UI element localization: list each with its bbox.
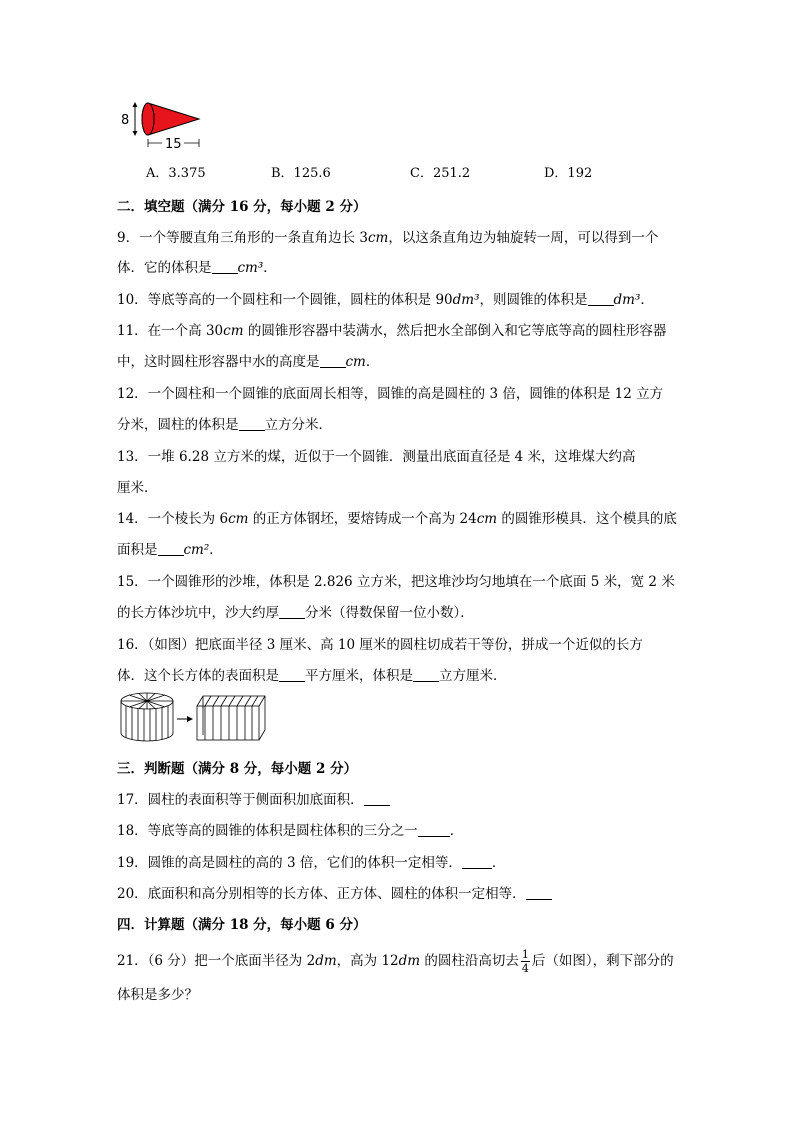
q11-unit-2: cm bbox=[345, 354, 366, 370]
q9-text-d: ． bbox=[263, 260, 277, 276]
q9-text-c: 体．它的体积是 bbox=[117, 260, 212, 276]
question-18 bbox=[117, 821, 463, 841]
q14-text-d: 面积是 bbox=[117, 542, 158, 558]
cone-base bbox=[142, 103, 154, 135]
q16-answer-blank-1[interactable] bbox=[279, 667, 305, 682]
question-21-line-2: 体积是多少？ bbox=[117, 987, 198, 1003]
q14-answer-blank[interactable] bbox=[158, 541, 184, 556]
q14-unit-1: cm bbox=[228, 511, 249, 527]
question-14-line-2 bbox=[117, 540, 223, 560]
option-c: C．251.2 bbox=[410, 166, 471, 181]
question-10 bbox=[117, 290, 654, 310]
question-16-line-1: 16．（如图）把底面半径 3 厘米、高 10 厘米的圆柱切成若干等份，拼成一个近似的长方 bbox=[117, 637, 643, 653]
q11-answer-blank[interactable] bbox=[320, 353, 346, 368]
q9-text-a: 9．一个等腰直角三角形的一条直角边长 3 bbox=[117, 230, 368, 246]
q14-text-b: 的正方体钢坯，要熔铸成一个高为 24 bbox=[248, 511, 477, 527]
question-12-line-2 bbox=[117, 415, 332, 435]
question-21-line-1 bbox=[117, 948, 674, 975]
q18-end: ． bbox=[449, 823, 464, 839]
question-17 bbox=[117, 790, 390, 810]
q10-text-b: ，则圆锥的体积是 bbox=[479, 292, 588, 308]
q14-unit-3: cm² bbox=[183, 542, 210, 558]
height-arrow-top bbox=[133, 102, 138, 107]
q20-answer-blank[interactable] bbox=[526, 885, 552, 900]
cylinder-cuboid-figure bbox=[117, 690, 277, 746]
q12-answer-blank[interactable] bbox=[239, 416, 265, 431]
question-20 bbox=[117, 884, 552, 904]
q21-text-b: ，高为 12 bbox=[336, 953, 399, 969]
q11-text-a: 11．在一个高 30 bbox=[117, 323, 224, 339]
question-15-line-1: 15．一个圆锥形的沙堆，体积是 2.826 立方米，把这堆沙均匀地填在一个底面 5 米，宽 2 米 bbox=[117, 574, 675, 590]
q9-unit-1: cm bbox=[367, 230, 389, 246]
question-13-line-1: 13．一堆 6.28 立方米的煤，近似于一个圆锥．测量出底面直径是 4 米，这堆煤大约高 bbox=[117, 449, 636, 465]
question-11-line-1 bbox=[117, 321, 666, 341]
q21-fraction-numerator: 1 bbox=[521, 948, 529, 961]
q21-text-c: 的圆柱沿高切去 bbox=[420, 953, 519, 969]
q21-fraction bbox=[521, 948, 530, 975]
question-16-line-2 bbox=[117, 666, 507, 686]
q10-unit-2: dm³ bbox=[613, 292, 641, 308]
q18-answer-blank[interactable] bbox=[418, 822, 450, 837]
cone-figure bbox=[115, 97, 215, 153]
q10-text-a: 10．等底等高的一个圆柱和一个圆锥，圆柱的体积是 90 bbox=[117, 292, 453, 308]
cone-length-label: 15 bbox=[165, 137, 182, 152]
q10-text-c: ． bbox=[640, 292, 654, 308]
q12-text-a: 分米，圆柱的体积是 bbox=[117, 417, 239, 433]
q14-text-e: ． bbox=[209, 542, 223, 558]
q9-unit-2: cm³ bbox=[237, 260, 264, 276]
q11-text-c: 中，这时圆柱形容器中水的高度是 bbox=[117, 354, 320, 370]
q17-text: 17．圆柱的表面积等于侧面积加底面积． bbox=[117, 792, 364, 808]
transform-arrow-head bbox=[187, 716, 193, 722]
question-9-line-1 bbox=[117, 228, 658, 248]
q21-fraction-denominator: 4 bbox=[521, 962, 529, 975]
height-arrow-bottom bbox=[133, 131, 138, 136]
cylinder-drawing bbox=[121, 693, 173, 741]
question-9-line-2 bbox=[117, 258, 277, 278]
q15-text-a: 的长方体沙坑中，沙大约厚 bbox=[117, 605, 279, 621]
option-a: A．3.375 bbox=[146, 166, 206, 181]
question-11-line-2 bbox=[117, 352, 379, 372]
q21-text-d: 后（如图），剩下部分的 bbox=[531, 953, 674, 969]
q15-text-b: 分米（得数保留一位小数）． bbox=[305, 605, 474, 621]
q16-text-b: 平方厘米，体积是 bbox=[305, 668, 413, 684]
question-19 bbox=[117, 853, 505, 873]
q14-unit-2: cm bbox=[476, 511, 498, 527]
q11-text-d: ． bbox=[365, 354, 380, 370]
q10-unit-1: dm³ bbox=[452, 292, 480, 308]
q9-text-b: ，以这条直角边为轴旋转一周，可以得到一个 bbox=[388, 230, 659, 246]
q21-text-a: 21．（6 分）把一个底面半径为 2 bbox=[117, 953, 316, 969]
q16-text-a: 体．这个长方体的表面积是 bbox=[117, 668, 279, 684]
q19-answer-blank[interactable] bbox=[462, 854, 492, 869]
option-d: D．192 bbox=[544, 166, 593, 181]
q19-text: 19．圆锥的高是圆柱的高的 3 倍，它们的体积一定相等． bbox=[117, 855, 462, 871]
option-b: B．125.6 bbox=[271, 166, 331, 181]
q21-unit-1: dm bbox=[315, 953, 337, 969]
q20-text: 20．底面积和高分别相等的长方体、正方体、圆柱的体积一定相等． bbox=[117, 886, 526, 902]
cone-height-label: 8 bbox=[121, 113, 130, 128]
q19-end: ． bbox=[491, 855, 506, 871]
q14-text-a: 14．一个棱长为 6 bbox=[117, 511, 229, 527]
section-2-title: 二．填空题（满分 16 分，每小题 2 分） bbox=[117, 199, 367, 215]
cuboid-drawing bbox=[197, 696, 265, 740]
q15-answer-blank[interactable] bbox=[279, 604, 305, 619]
q16-answer-blank-2[interactable] bbox=[413, 667, 439, 682]
q14-text-c: 的圆锥形模具．这个模具的底 bbox=[497, 511, 677, 527]
q16-text-c: 立方厘米． bbox=[439, 668, 507, 684]
q12-text-b: 立方分米． bbox=[264, 417, 332, 433]
q11-text-b: 的圆锥形容器中装满水，然后把水全部倒入和它等底等高的圆柱形容器 bbox=[243, 323, 667, 339]
q18-text: 18．等底等高的圆锥的体积是圆柱体积的三分之一 bbox=[117, 823, 418, 839]
q9-answer-blank[interactable] bbox=[212, 259, 238, 274]
q10-answer-blank[interactable] bbox=[588, 291, 614, 306]
question-12-line-1: 12．一个圆柱和一个圆锥的底面周长相等，圆锥的高是圆柱的 3 倍，圆锥的体积是 12 立方 bbox=[117, 386, 664, 402]
question-14-line-1 bbox=[117, 509, 677, 529]
question-15-line-2 bbox=[117, 603, 474, 623]
q17-answer-blank[interactable] bbox=[364, 791, 390, 806]
q11-unit-1: cm bbox=[223, 323, 244, 339]
section-3-title: 三．判断题（满分 8 分，每小题 2 分） bbox=[117, 761, 358, 777]
section-4-title: 四．计算题（满分 18 分，每小题 6 分） bbox=[117, 917, 367, 933]
question-13-line-2: 厘米． bbox=[117, 480, 158, 496]
q21-unit-2: dm bbox=[398, 953, 421, 969]
